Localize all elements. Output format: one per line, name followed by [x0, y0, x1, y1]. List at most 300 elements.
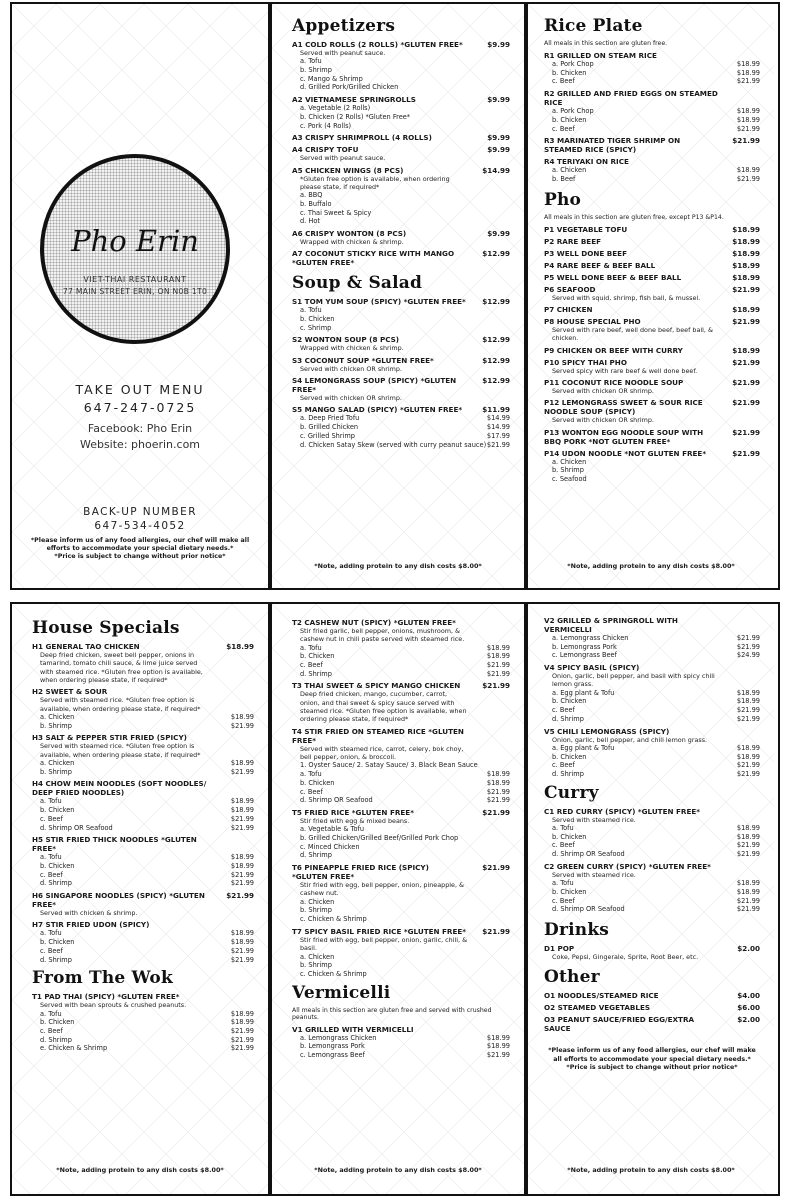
menu-item-description: Served with peanut sauce. — [300, 49, 386, 57]
option-price: $21.99 — [230, 823, 254, 832]
rice-plate-note: All meals in this section are gluten free. — [544, 40, 668, 47]
menu-item-option — [40, 1044, 254, 1053]
soup-salad-heading: Soup & Salad — [292, 273, 423, 294]
menu-item-name: H6 SINGAPORE NOODLES (SPICY) *GLUTEN FREE* — [32, 891, 205, 910]
curry-heading: Curry — [544, 782, 599, 803]
option-label: a. Tofu — [40, 929, 62, 938]
menu-item — [544, 807, 760, 859]
price-note: *Price is subject to change without prior notice* — [566, 1063, 738, 1071]
menu-item-price: $18.99 — [732, 260, 760, 270]
option-price: $18.99 — [736, 688, 760, 697]
menu-item-name: H7 STIR FRIED UDON (SPICY) — [32, 920, 150, 930]
menu-item-name: T6 PINEAPPLE FRIED RICE (SPICY) *GLUTEN FREE* — [292, 863, 429, 882]
menu-item-description: Coke, Pepsi, Gingerale, Sprite, Root Beer, etc. — [552, 953, 699, 961]
menu-item-name: S2 WONTON SOUP (8 PCS) — [292, 335, 400, 345]
menu-item-row — [292, 618, 510, 627]
menu-item-name: P11 COCONUT RICE NOODLE SOUP — [544, 377, 684, 387]
menu-item-row — [292, 405, 510, 414]
price-note: *Price is subject to change without prior notice* — [54, 553, 226, 561]
option-label: d. Shrimp — [300, 851, 332, 860]
menu-item — [544, 305, 760, 314]
backup-phone: 647-534-4052 — [94, 520, 186, 532]
option-label: b. Shrimp — [300, 66, 332, 75]
option-label: a. Vegetable & Tofu — [300, 825, 365, 834]
menu-item-row — [292, 249, 510, 267]
menu-item-row — [292, 863, 510, 881]
option-label: a. BBQ — [300, 191, 323, 200]
option-label: a. Pork Chop — [552, 107, 594, 116]
option-price: $14.99 — [486, 414, 510, 423]
menu-item-row — [292, 1025, 510, 1034]
menu-item-option — [552, 706, 760, 715]
menu-item-description: Served with squid, shrimp, fish ball, & mussel. — [552, 293, 701, 302]
option-price: $18.99 — [486, 1033, 510, 1042]
menu-item — [292, 95, 510, 130]
menu-item-option — [40, 956, 254, 965]
option-label: a. Deep Fried Tofu — [300, 414, 360, 423]
menu-item-row — [544, 225, 760, 234]
option-label: d. Shrimp OR Seafood — [40, 823, 113, 832]
menu-item-name: S1 TOM YUM SOUP (SPICY) *GLUTEN FREE* — [292, 297, 466, 307]
menu-item-row — [544, 428, 760, 446]
menu-item-row — [292, 376, 510, 394]
menu-item-price: $21.99 — [732, 136, 760, 146]
option-label: a. Egg plant & Tofu — [552, 743, 615, 752]
option-label: b. Chicken — [552, 68, 587, 77]
menu-item-price: $21.99 — [732, 284, 760, 294]
protein-footnote: *Note, adding protein to any dish costs $8.00* — [567, 1166, 735, 1174]
menu-item-option — [300, 306, 510, 315]
wok-vermicelli-panel — [268, 604, 524, 1194]
menu-back-sheet — [10, 602, 780, 1196]
option-label: c. Lemongrass Beef — [300, 1051, 365, 1060]
option-label: c. Chicken & Shrimp — [300, 969, 367, 978]
menu-item-price: $21.99 — [732, 427, 760, 437]
backup-label: BACK-UP NUMBER — [83, 506, 197, 518]
menu-item-option — [552, 824, 760, 833]
menu-item-price: $18.99 — [732, 236, 760, 246]
menu-item-row — [292, 808, 510, 817]
option-label: b. Chicken — [300, 778, 335, 787]
option-price: $21.99 — [230, 1035, 254, 1044]
menu-item — [292, 297, 510, 332]
menu-item-description: Wrapped with chicken & shrimp. — [300, 238, 404, 247]
option-price: $18.99 — [736, 60, 760, 68]
option-price: $21.99 — [486, 796, 510, 805]
menu-item-option — [40, 938, 254, 947]
option-price: $18.99 — [230, 929, 254, 938]
menu-item-price: $12.99 — [482, 249, 510, 259]
option-label: 1. Oyster Sauce/ 2. Satay Sauce/ 3. Black Bean Sauce — [300, 761, 478, 770]
option-label: a. Tofu — [300, 306, 322, 315]
menu-item-option — [552, 69, 760, 78]
option-label: c. Beef — [552, 77, 575, 86]
logo-circle — [40, 154, 230, 344]
house-specials-heading: House Specials — [32, 618, 180, 638]
menu-item-row — [32, 835, 254, 853]
menu-item-description: Served with chicken OR shrimp. — [552, 386, 654, 395]
option-label: b. Beef — [552, 174, 576, 183]
menu-item-price: $21.99 — [732, 377, 760, 387]
menu-item-price: $12.99 — [482, 297, 510, 307]
option-label: d. Shrimp OR Seafood — [552, 905, 625, 914]
option-label: c. Beef — [300, 787, 323, 796]
option-price: $21.99 — [230, 814, 254, 823]
menu-item-option — [552, 125, 760, 134]
other-list — [544, 991, 760, 1033]
option-price: $18.99 — [230, 797, 254, 806]
protein-footnote: *Note, adding protein to any dish costs $8.00* — [314, 562, 482, 570]
menu-item-row — [292, 727, 510, 745]
menu-item-option — [552, 634, 760, 643]
menu-item-row — [544, 261, 760, 270]
menu-item-row — [32, 992, 254, 1001]
menu-item-option — [300, 122, 510, 131]
protein-footnote: *Note, adding protein to any dish costs $8.00* — [314, 1166, 482, 1174]
menu-front-sheet — [10, 2, 780, 590]
menu-item-name: V4 SPICY BASIL (SPICY) — [544, 663, 640, 673]
from-the-wok-heading: From The Wok — [32, 968, 173, 989]
option-label: d. Shrimp OR Seafood — [300, 796, 373, 805]
menu-item-option — [552, 715, 760, 724]
menu-item-description: Served with chicken OR shrimp. — [300, 394, 402, 403]
menu-item-name: A3 CRISPY SHRIMPROLL (4 ROLLS) — [292, 133, 432, 143]
option-label: c. Beef — [40, 814, 63, 823]
menu-item-row — [292, 927, 510, 936]
menu-item-row — [544, 157, 760, 166]
menu-item-option — [300, 788, 510, 797]
menu-item-row — [544, 136, 760, 154]
menu-item-name: C1 RED CURRY (SPICY) *GLUTEN FREE* — [544, 806, 701, 816]
menu-item-option — [300, 652, 510, 661]
menu-item-name: P3 WELL DONE BEEF — [544, 248, 627, 258]
option-price: $21.99 — [230, 1026, 254, 1035]
menu-item — [544, 378, 760, 395]
menu-item-row — [292, 133, 510, 142]
menu-item — [292, 40, 510, 92]
menu-item-description: Served with steamed rice. *Gluten free option is available, when ordering please state, if required* — [40, 742, 201, 759]
menu-item-name: R4 TERIYAKI ON RICE — [544, 157, 629, 167]
menu-item-price: $6.00 — [737, 1003, 760, 1013]
menu-item-option — [300, 66, 510, 75]
menu-item-option — [552, 879, 760, 888]
menu-item-option — [40, 768, 254, 777]
menu-item-description: Onion, garlic, bell pepper, and basil with spicy chili lemon grass. — [552, 672, 715, 689]
menu-item-option — [300, 834, 510, 843]
menu-item-name: A5 CHICKEN WINGS (8 PCS) — [292, 165, 404, 175]
option-price: $21.99 — [736, 642, 760, 651]
menu-item-name: S5 MANGO SALAD (SPICY) *GLUTEN FREE* — [292, 405, 463, 415]
menu-item-price: $2.00 — [737, 1015, 760, 1025]
option-price: $21.99 — [486, 661, 510, 670]
menu-item-row — [544, 273, 760, 282]
option-price: $18.99 — [230, 938, 254, 947]
option-label: b. Chicken — [40, 806, 75, 815]
option-label: c. Thai Sweet & Spicy — [300, 208, 372, 217]
option-price: $21.99 — [230, 879, 254, 888]
option-label: d. Shrimp — [552, 714, 584, 723]
menu-item-option — [300, 441, 510, 450]
menu-item-price: $21.99 — [732, 398, 760, 408]
menu-item-option — [40, 1018, 254, 1027]
option-price: $21.99 — [230, 767, 254, 776]
menu-item-name: P8 HOUSE SPECIAL PHO — [544, 316, 641, 326]
option-label: a. Chicken — [40, 712, 75, 721]
option-label: b. Shrimp — [300, 961, 332, 970]
option-label: b. Chicken — [40, 1018, 75, 1027]
option-label: d. Shrimp — [40, 879, 72, 888]
menu-item — [544, 358, 760, 375]
menu-item-option — [300, 644, 510, 653]
menu-item — [544, 89, 760, 133]
restaurant-address: 77 MAIN STREET ERIN, ON N0B 1T0 — [62, 287, 208, 296]
menu-item — [32, 835, 254, 888]
menu-item-price: $21.99 — [226, 891, 254, 901]
from-the-wok-list — [32, 992, 254, 1053]
pho-list — [544, 225, 760, 484]
menu-item — [544, 862, 760, 914]
option-price: $18.99 — [230, 806, 254, 815]
menu-item-option — [300, 1034, 510, 1043]
menu-item — [544, 727, 760, 779]
menu-item-row — [544, 616, 760, 634]
menu-item-price: $14.99 — [482, 165, 510, 175]
menu-item — [292, 145, 510, 162]
option-label: c. Beef — [552, 706, 575, 715]
option-label: a. Lemongrass Chicken — [552, 634, 629, 642]
vermicelli-continued-list — [544, 616, 760, 779]
menu-item-description: Wrapped with chicken & shrimp. — [300, 344, 404, 353]
menu-item-row — [544, 991, 760, 1000]
option-price: $18.99 — [230, 853, 254, 862]
menu-item-row — [292, 297, 510, 306]
menu-item-description: Stir fried with egg, bell pepper, onion, pineapple, & cashew nut. — [300, 881, 465, 898]
option-label: b. Chicken (2 Rolls) *Gluten Free* — [300, 112, 411, 121]
menu-item-row — [292, 145, 510, 154]
restaurant-logo: Pho Erin — [71, 224, 199, 258]
menu-item-option — [552, 697, 760, 706]
option-price: $18.99 — [230, 712, 254, 721]
option-label: a. Chicken — [40, 759, 75, 768]
option-label: a. Tofu — [40, 1009, 62, 1018]
menu-item-option — [552, 651, 760, 660]
menu-item-row — [292, 335, 510, 344]
menu-item-description: Served with steamed rice. *Gluten free option is available, when ordering please state, if required* — [40, 696, 201, 713]
menu-item-description: Served with peanut sauce. — [300, 154, 386, 163]
menu-item-option — [552, 897, 760, 906]
vermicelli-note: All meals in this section are gluten free and served with crushed peanuts. — [292, 1006, 492, 1021]
option-label: c. Beef — [552, 124, 575, 133]
option-price: $18.99 — [230, 861, 254, 870]
option-price: $21.99 — [486, 669, 510, 678]
menu-item-option — [300, 796, 510, 805]
menu-item-price: $18.99 — [732, 345, 760, 355]
menu-item-name: O1 NOODLES/STEAMED RICE — [544, 991, 659, 1001]
menu-item-description: Served with steamed rice. — [552, 815, 636, 824]
soup-salad-list — [292, 297, 510, 449]
menu-item — [292, 376, 510, 402]
allergy-note: *Please inform us of any food allergies, our chef will make all efforts to accommodate your special dietary needs.* — [548, 1047, 756, 1063]
menu-item — [544, 1015, 760, 1033]
menu-item-option — [40, 929, 254, 938]
menu-item-option — [300, 209, 510, 218]
option-label: c. Beef — [40, 870, 63, 879]
menu-item — [292, 249, 510, 267]
menu-item-description: Served with steamed rice, carrot, celery, bok choy, bell pepper, onion, & broccoli. — [300, 744, 464, 762]
option-label: b. Lemongrass Pork — [552, 642, 617, 651]
option-price: $18.99 — [486, 770, 510, 779]
menu-item-price: $21.99 — [482, 926, 510, 936]
menu-item-option — [40, 1027, 254, 1036]
menu-item-option — [300, 915, 510, 924]
rice-pho-panel — [524, 4, 774, 588]
option-label: c. Beef — [300, 661, 323, 670]
menu-item — [544, 261, 760, 270]
menu-item — [544, 616, 760, 660]
menu-item-option — [552, 107, 760, 116]
menu-item — [292, 927, 510, 979]
menu-item-option — [300, 432, 510, 441]
option-label: b. Chicken — [552, 752, 587, 761]
menu-item-name: P4 RARE BEEF & BEEF BALL — [544, 260, 656, 270]
menu-item-description: Served with bean sprouts & crushed peanuts. — [40, 1001, 187, 1010]
menu-item-name: R1 GRILLED ON STEAM RICE — [544, 51, 657, 60]
menu-item-price: $21.99 — [482, 863, 510, 873]
menu-item-option — [300, 961, 510, 970]
menu-item-option — [300, 661, 510, 670]
menu-item-description: Deep fried chicken, mango, cucumber, carrot, onion, and thai sweet & spicy sauce served with steamed rice. *Gluten free option is available, when ordering please state, if required* — [300, 690, 467, 724]
menu-item-name: A7 COCONUT STICKY RICE WITH MANGO *GLUTEN FREE* — [292, 249, 455, 268]
menu-item-option — [552, 466, 760, 475]
menu-item-name: T7 SPICY BASIL FRIED RICE *GLUTEN FREE* — [292, 926, 467, 936]
menu-item-option — [300, 906, 510, 915]
option-label: c. Chicken & Shrimp — [300, 915, 367, 924]
menu-item-option — [552, 761, 760, 770]
option-label: b. Chicken — [552, 887, 587, 896]
menu-item — [292, 335, 510, 352]
option-price: $21.99 — [486, 1051, 510, 1060]
option-label: b. Chicken — [552, 832, 587, 841]
menu-item-option — [300, 414, 510, 423]
menu-item-option — [300, 843, 510, 852]
menu-item-row — [32, 891, 254, 909]
option-label: c. Grilled Shrimp — [300, 431, 355, 440]
menu-item-name: H1 GENERAL TAO CHICKEN — [32, 642, 140, 651]
menu-item-price: $2.00 — [737, 944, 760, 953]
option-price: $18.99 — [736, 879, 760, 888]
option-label: c. Lemongrass Beef — [552, 651, 617, 660]
option-label: d. Grilled Pork/Grilled Chicken — [300, 83, 399, 92]
option-label: a. Tofu — [552, 824, 574, 833]
menu-item-option — [552, 833, 760, 842]
menu-item — [292, 618, 510, 678]
menu-item-option — [552, 753, 760, 762]
menu-item — [32, 733, 254, 776]
option-price: $21.99 — [736, 706, 760, 715]
menu-item-row — [544, 346, 760, 355]
menu-item-option — [300, 953, 510, 962]
menu-item-name: P10 SPICY THAI PHO — [544, 357, 627, 367]
option-price: $21.99 — [736, 905, 760, 914]
menu-item-name: T1 PAD THAI (SPICY) *GLUTEN FREE* — [32, 992, 180, 1002]
menu-item — [292, 1025, 510, 1060]
drinks-list — [544, 944, 760, 961]
rice-plate-heading: Rice Plate — [544, 16, 643, 36]
option-label: a. Tofu — [40, 853, 62, 862]
menu-item — [544, 991, 760, 1000]
option-label: e. Chicken & Shrimp — [40, 1044, 108, 1053]
option-price: $18.99 — [736, 832, 760, 841]
menu-item-price: $12.99 — [482, 335, 510, 345]
menu-item — [544, 285, 760, 302]
menu-item-description: Served with chicken OR shrimp. — [300, 364, 402, 373]
option-price: $18.99 — [736, 166, 760, 175]
menu-item-row — [32, 642, 254, 651]
option-label: b. Chicken — [40, 861, 75, 870]
option-price: $18.99 — [736, 115, 760, 124]
menu-item-option — [300, 670, 510, 679]
menu-item — [292, 808, 510, 860]
pho-heading: Pho — [544, 189, 582, 210]
menu-item — [292, 166, 510, 226]
menu-item-option — [300, 217, 510, 226]
menu-item-row — [544, 89, 760, 107]
option-label: c. Beef — [552, 896, 575, 905]
menu-item-description: Onion, garlic, bell pepper, and chili lemon grass. — [552, 735, 708, 744]
option-label: d. Chicken Satay Skew (served with curry peanut sauce) — [300, 440, 487, 449]
menu-item-row — [32, 779, 254, 797]
menu-item-row — [544, 449, 760, 458]
option-price: $18.99 — [486, 643, 510, 652]
menu-item-description: Served with chicken & shrimp. — [40, 909, 138, 918]
menu-item-name: H2 SWEET & SOUR — [32, 687, 108, 697]
menu-item-option — [300, 898, 510, 907]
menu-item-row — [292, 229, 510, 238]
option-price: $21.99 — [736, 761, 760, 770]
option-label: a. Tofu — [300, 57, 322, 66]
menu-item-price: $12.99 — [482, 355, 510, 365]
protein-footnote: *Note, adding protein to any dish costs $8.00* — [56, 1166, 224, 1174]
menu-item — [292, 229, 510, 246]
take-out-heading: TAKE OUT MENU — [75, 382, 205, 397]
menu-item-name: A2 VIETNAMESE SPRINGROLLS — [292, 95, 416, 105]
menu-item-option — [552, 166, 760, 175]
option-price: $18.99 — [230, 1009, 254, 1018]
menu-item-price: $4.00 — [737, 991, 760, 1001]
menu-item-name: T4 STIR FRIED ON STEAMED RICE *GLUTEN FREE* — [292, 726, 464, 745]
option-label: b. Shrimp — [552, 466, 584, 475]
option-label: a. Chicken — [552, 457, 587, 466]
menu-item — [544, 428, 760, 446]
menu-item — [544, 346, 760, 355]
menu-item-option — [40, 862, 254, 871]
menu-item — [544, 51, 760, 86]
option-label: b. Lemongrass Pork — [300, 1042, 365, 1051]
menu-item-name: A4 CRISPY TOFU — [292, 145, 359, 155]
appetizers-heading: Appetizers — [292, 16, 396, 36]
house-specials-list — [32, 642, 254, 964]
wok-continued-list — [292, 618, 510, 979]
menu-item-option — [40, 824, 254, 833]
option-price: $21.99 — [736, 124, 760, 133]
menu-item-name: T3 THAI SWEET & SPICY MANGO CHICKEN — [292, 681, 461, 691]
option-label: b. Chicken — [40, 938, 75, 947]
menu-item-name: A6 CRISPY WONTON (8 PCS) — [292, 229, 407, 239]
menu-item-description: Served with chicken OR shrimp. — [552, 416, 654, 425]
menu-item-price: $18.99 — [732, 248, 760, 258]
menu-item-name: P5 WELL DONE BEEF & BEEF BALL — [544, 272, 682, 282]
menu-item-name: P7 CHICKEN — [544, 304, 593, 314]
